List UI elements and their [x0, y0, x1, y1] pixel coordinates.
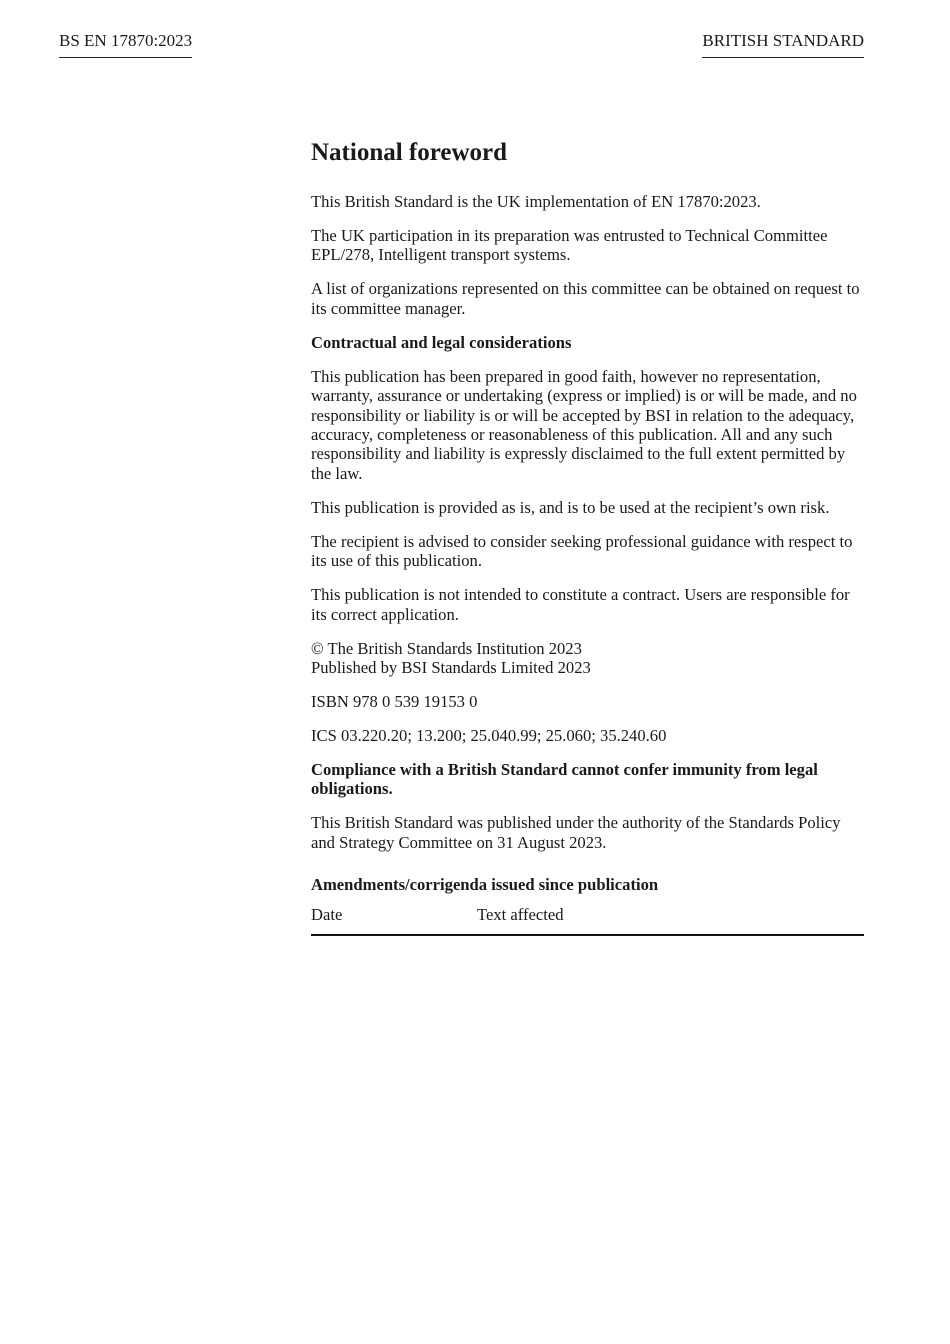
copyright-line: © The British Standards Institution 2023 — [311, 638, 582, 658]
amendments-table-header — [311, 905, 864, 936]
column-text-affected: Text affected — [477, 904, 564, 924]
paragraph-authority: This British Standard was published under the authority of the Standards Policy and Strategy Committee on 31 August 2023. — [311, 813, 841, 852]
paragraph-implementation: This British Standard is the UK implementation of EN 17870:2023. — [311, 192, 761, 211]
copyright-block — [311, 639, 864, 678]
paragraph-good-faith: This publication has been prepared in good faith, however no representation, warranty, assurance or undertaking (express or implied) is or will be made, and no responsibility or liability is or will be accepted by BSI in relation to the adequacy, accuracy, completeness or reasonableness of this publication. All and any such responsibility and liability is expressly disclaimed to the full extent permitted by the law. — [311, 366, 857, 483]
heading-contractual: Contractual and legal considerations — [311, 332, 572, 352]
document-id-header: BS EN 17870:2023 — [59, 30, 192, 58]
column-date: Date — [311, 904, 343, 924]
amendments-heading: Amendments/corrigenda issued since publication — [311, 875, 659, 895]
paragraph-participation: The UK participation in its preparation was entrusted to Technical Committee EPL/278, Intelligent transport systems. — [311, 226, 828, 265]
isbn: ISBN 978 0 539 19153 0 — [311, 692, 478, 712]
paragraph-not-contract: This publication is not intended to constitute a contract. Users are responsible for its correct application. — [311, 585, 850, 624]
publisher-line: Published by BSI Standards Limited 2023 — [311, 658, 591, 678]
foreword-content — [311, 137, 864, 936]
paragraph-guidance: The recipient is advised to consider seeking professional guidance with respect to its use of this publication. — [311, 531, 853, 571]
paragraph-committee-list: A list of organizations represented on this committee can be obtained on request to its committee manager. — [311, 279, 860, 318]
compliance-notice: Compliance with a British Standard cannot confer immunity from legal obligations. — [311, 760, 818, 799]
ics-codes: ICS 03.220.20; 13.200; 25.040.99; 25.060; 35.240.60 — [311, 726, 667, 746]
paragraph-own-risk: This publication is provided as is, and is to be used at the recipient’s own risk. — [311, 497, 830, 517]
standard-type-header: BRITISH STANDARD — [702, 30, 864, 58]
page-title: National foreword — [311, 139, 508, 166]
